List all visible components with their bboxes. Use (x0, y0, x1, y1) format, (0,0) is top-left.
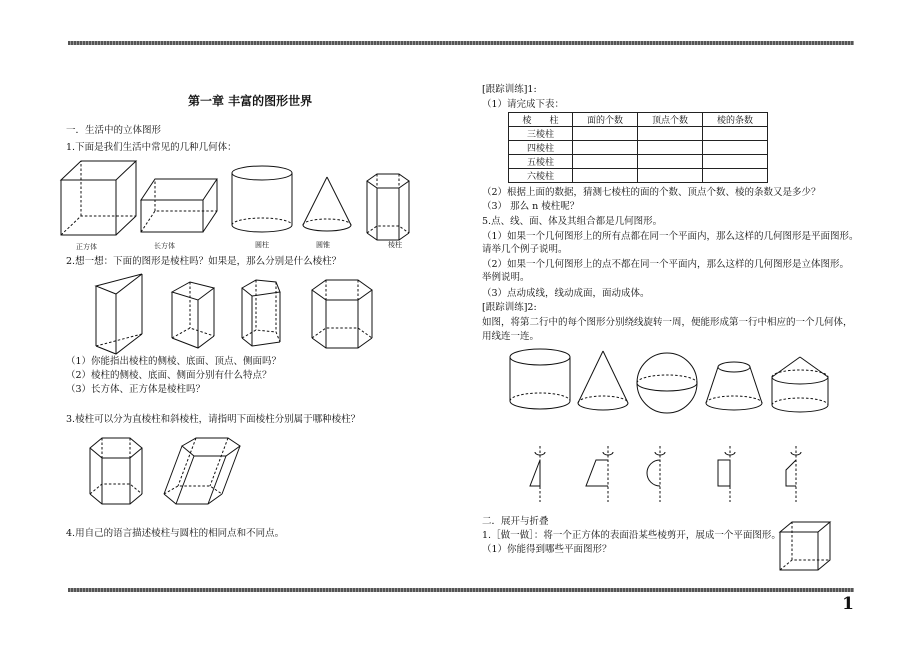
table-cell[interactable] (638, 169, 703, 183)
rotation-semicircle-figure (647, 446, 665, 502)
q5-p2-line2: 举例说明。 (482, 272, 530, 283)
table-header: 棱的条数 (703, 113, 768, 127)
table-cell[interactable] (703, 155, 768, 169)
rotation-trapezoid-figure (586, 446, 613, 502)
triangular-prism (96, 274, 142, 354)
table-cell[interactable] (703, 141, 768, 155)
table-cell[interactable] (638, 127, 703, 141)
q5-p1-line1: （1）如果一个几何图形上的所有点都在同一个平面内，那么这样的几何图形是平面图形。 (482, 231, 859, 242)
table-cell[interactable] (703, 169, 768, 183)
table-cell: 六棱柱 (509, 169, 573, 183)
cone-solid (303, 177, 351, 231)
table-cell: 三棱柱 (509, 127, 573, 141)
label-cylinder: 圆柱 (255, 241, 269, 249)
revolution-solids-figure (500, 345, 835, 420)
label-prism: 棱柱 (388, 241, 402, 249)
section2-q1-sub: （1）你能得到哪些平面图形？ (482, 544, 612, 555)
table-cell[interactable] (573, 155, 638, 169)
rotation-rectangle-figure (718, 446, 735, 502)
pentagonal-prism (242, 280, 280, 346)
cube-solid (61, 161, 136, 235)
table-row (509, 155, 768, 169)
label-cuboid: 长方体 (154, 242, 175, 250)
section2-q1: 1.［做一做］：将一个正方体的表面沿某些棱剪开，展成一个平面图形。 (482, 530, 781, 541)
table-cell[interactable] (638, 155, 703, 169)
cone-solid (578, 351, 628, 410)
right-hex-prism (90, 438, 142, 504)
q1-solids-figure (55, 155, 420, 250)
q3-text: 3.棱柱可以分为直棱柱和斜棱柱，请指明下面棱柱分别属于哪种棱柱？ (66, 414, 361, 425)
rotation-triangle-figure (530, 446, 545, 502)
table-header: 顶点个数 (638, 113, 703, 127)
table-cell: 五棱柱 (509, 155, 573, 169)
sphere-solid (637, 353, 697, 413)
q2-sub-3: （3）长方体、正方体是棱柱吗？ (66, 384, 206, 395)
q5-p2-line1: （2）如果一个几何图形上的点不都在同一个平面内，那么这样的几何图形是立体图形。 (482, 259, 850, 270)
label-cone: 圆锥 (316, 241, 330, 249)
training2-line1: 如图，将第二行中的每个图形分别绕线旋转一周，便能形成第一行中相应的一个几何体， (482, 317, 853, 328)
q5-heading: 5.点、线、面、体及其组合都是几何图形。 (482, 216, 663, 227)
training2-label: [跟踪训练]2: (482, 302, 537, 313)
q3-prisms-figure (84, 432, 254, 512)
section1-heading: 一．生活中的立体图形 (66, 125, 162, 136)
table-cell[interactable] (638, 141, 703, 155)
training1-sub3: （3） 那么 n 棱柱呢？ (482, 201, 580, 212)
prism-table (508, 112, 768, 183)
label-cube: 正方体 (76, 243, 97, 251)
table-cell[interactable] (573, 127, 638, 141)
oblique-hex-prism (164, 438, 240, 504)
q2-sub-1: （1）你能指出棱柱的侧棱、底面、顶点、侧面吗？ (66, 356, 282, 367)
table-cell: 四棱柱 (509, 141, 573, 155)
table-cell[interactable] (703, 127, 768, 141)
q5-p1-line2: 请举几个例子说明。 (482, 244, 568, 255)
cube-figure-small (776, 518, 836, 574)
rotation-composite-figure (786, 446, 801, 502)
table-cell[interactable] (573, 141, 638, 155)
training1-sub2: （2）根据上面的数据，猜测七棱柱的面的个数、顶点个数、棱的条数又是多少？ (482, 187, 821, 198)
table-header: 棱 柱 (509, 113, 573, 127)
frustum-solid (706, 362, 762, 410)
table-row (509, 169, 768, 183)
training2-line2: 用线连一连。 (482, 331, 540, 342)
quadrangular-prism (172, 282, 214, 348)
q2-prisms-figure (90, 272, 390, 357)
training1-sub1: （1）请完成下表： (482, 99, 565, 110)
hex-prism-solid (367, 174, 409, 240)
q5-p3: （3）点动成线，线动成面，面动成体。 (482, 288, 650, 299)
top-rule (68, 41, 854, 45)
page-number: 1 (842, 594, 854, 614)
chapter-title: 第一章 丰富的图形世界 (188, 94, 313, 108)
section2-heading: 二．展开与折叠 (482, 516, 549, 527)
cone-on-cylinder-solid (772, 357, 828, 412)
plane-figures-figure (520, 444, 820, 506)
table-header-row (509, 113, 768, 127)
q1-text: 1.下面是我们生活中常见的几种几何体： (66, 142, 237, 153)
table-row (509, 127, 768, 141)
table-cell[interactable] (573, 169, 638, 183)
hexagonal-prism (312, 280, 372, 348)
table-header: 面的个数 (573, 113, 638, 127)
q4-text: 4.用自己的语言描述棱柱与圆柱的相同点和不同点。 (66, 528, 285, 539)
table-row (509, 141, 768, 155)
cylinder-solid (510, 349, 570, 409)
bottom-rule (68, 588, 854, 592)
training1-label: [跟踪训练]1: (482, 84, 537, 95)
cuboid-solid (141, 179, 217, 232)
q2-text: 2.想一想：下面的图形是棱柱吗？如果是，那么分别是什么棱柱？ (66, 256, 342, 267)
q2-sub-2: （2）棱柱的侧棱、底面、侧面分别有什么特点？ (66, 370, 272, 381)
cylinder-solid (232, 166, 292, 232)
